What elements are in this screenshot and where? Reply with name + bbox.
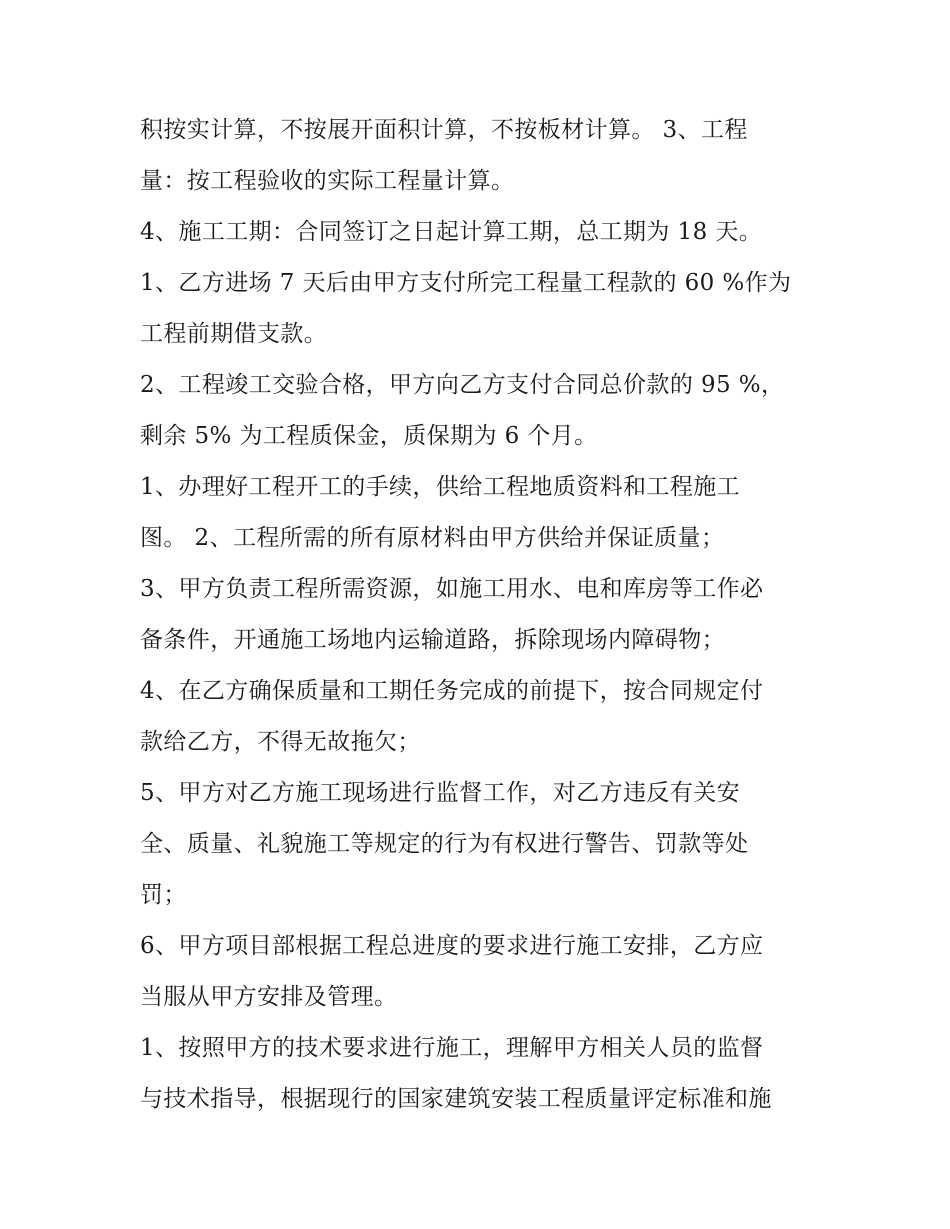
text-line: 罚； bbox=[140, 882, 187, 908]
text-line: 备条件，开通施工场地内运输道路，拆除现场内障碍物； bbox=[140, 627, 725, 653]
text-line: 量：按工程验收的实际工程量计算。 bbox=[140, 168, 515, 194]
text-line: 6、甲方项目部根据工程总进度的要求进行施工安排，乙方应 bbox=[140, 933, 764, 959]
text-line: 全、质量、礼貌施工等规定的行为有权进行警告、罚款等处 bbox=[140, 831, 749, 857]
text-line: 1、乙方进场 7 天后由甲方支付所完工程量工程款的 60 %作为 bbox=[140, 270, 792, 296]
text-line: 2、工程竣工交验合格，甲方向乙方支付合同总价款的 95 %， bbox=[140, 372, 785, 398]
text-line: 1、办理好工程开工的手续，供给工程地质资料和工程施工 bbox=[140, 474, 741, 500]
text-line: 剩余 5% 为工程质保金，质保期为 6 个月。 bbox=[140, 423, 598, 449]
text-line: 工程前期借支款。 bbox=[140, 321, 328, 347]
text-line: 款给乙方，不得无故拖欠； bbox=[140, 729, 421, 755]
text-line: 5、甲方对乙方施工现场进行监督工作，对乙方违反有关安 bbox=[140, 780, 741, 806]
text-line: 积按实计算，不按展开面积计算，不按板材计算。 3、工程 bbox=[140, 117, 748, 143]
text-line: 3、甲方负责工程所需资源，如施工用水、电和库房等工作必 bbox=[140, 576, 764, 602]
text-line: 图。 2、工程所需的所有原材料由甲方供给并保证质量； bbox=[140, 525, 725, 551]
text-line: 当服从甲方安排及管理。 bbox=[140, 984, 398, 1010]
text-line: 4、在乙方确保质量和工期任务完成的前提下，按合同规定付 bbox=[140, 678, 764, 704]
text-line: 与技术指导，根据现行的国家建筑安装工程质量评定标准和施 bbox=[140, 1086, 772, 1112]
text-line: 4、施工工期：合同签订之日起计算工期，总工期为 18 天。 bbox=[140, 219, 763, 245]
text-line: 1、按照甲方的技术要求进行施工，理解甲方相关人员的监督 bbox=[140, 1035, 764, 1061]
